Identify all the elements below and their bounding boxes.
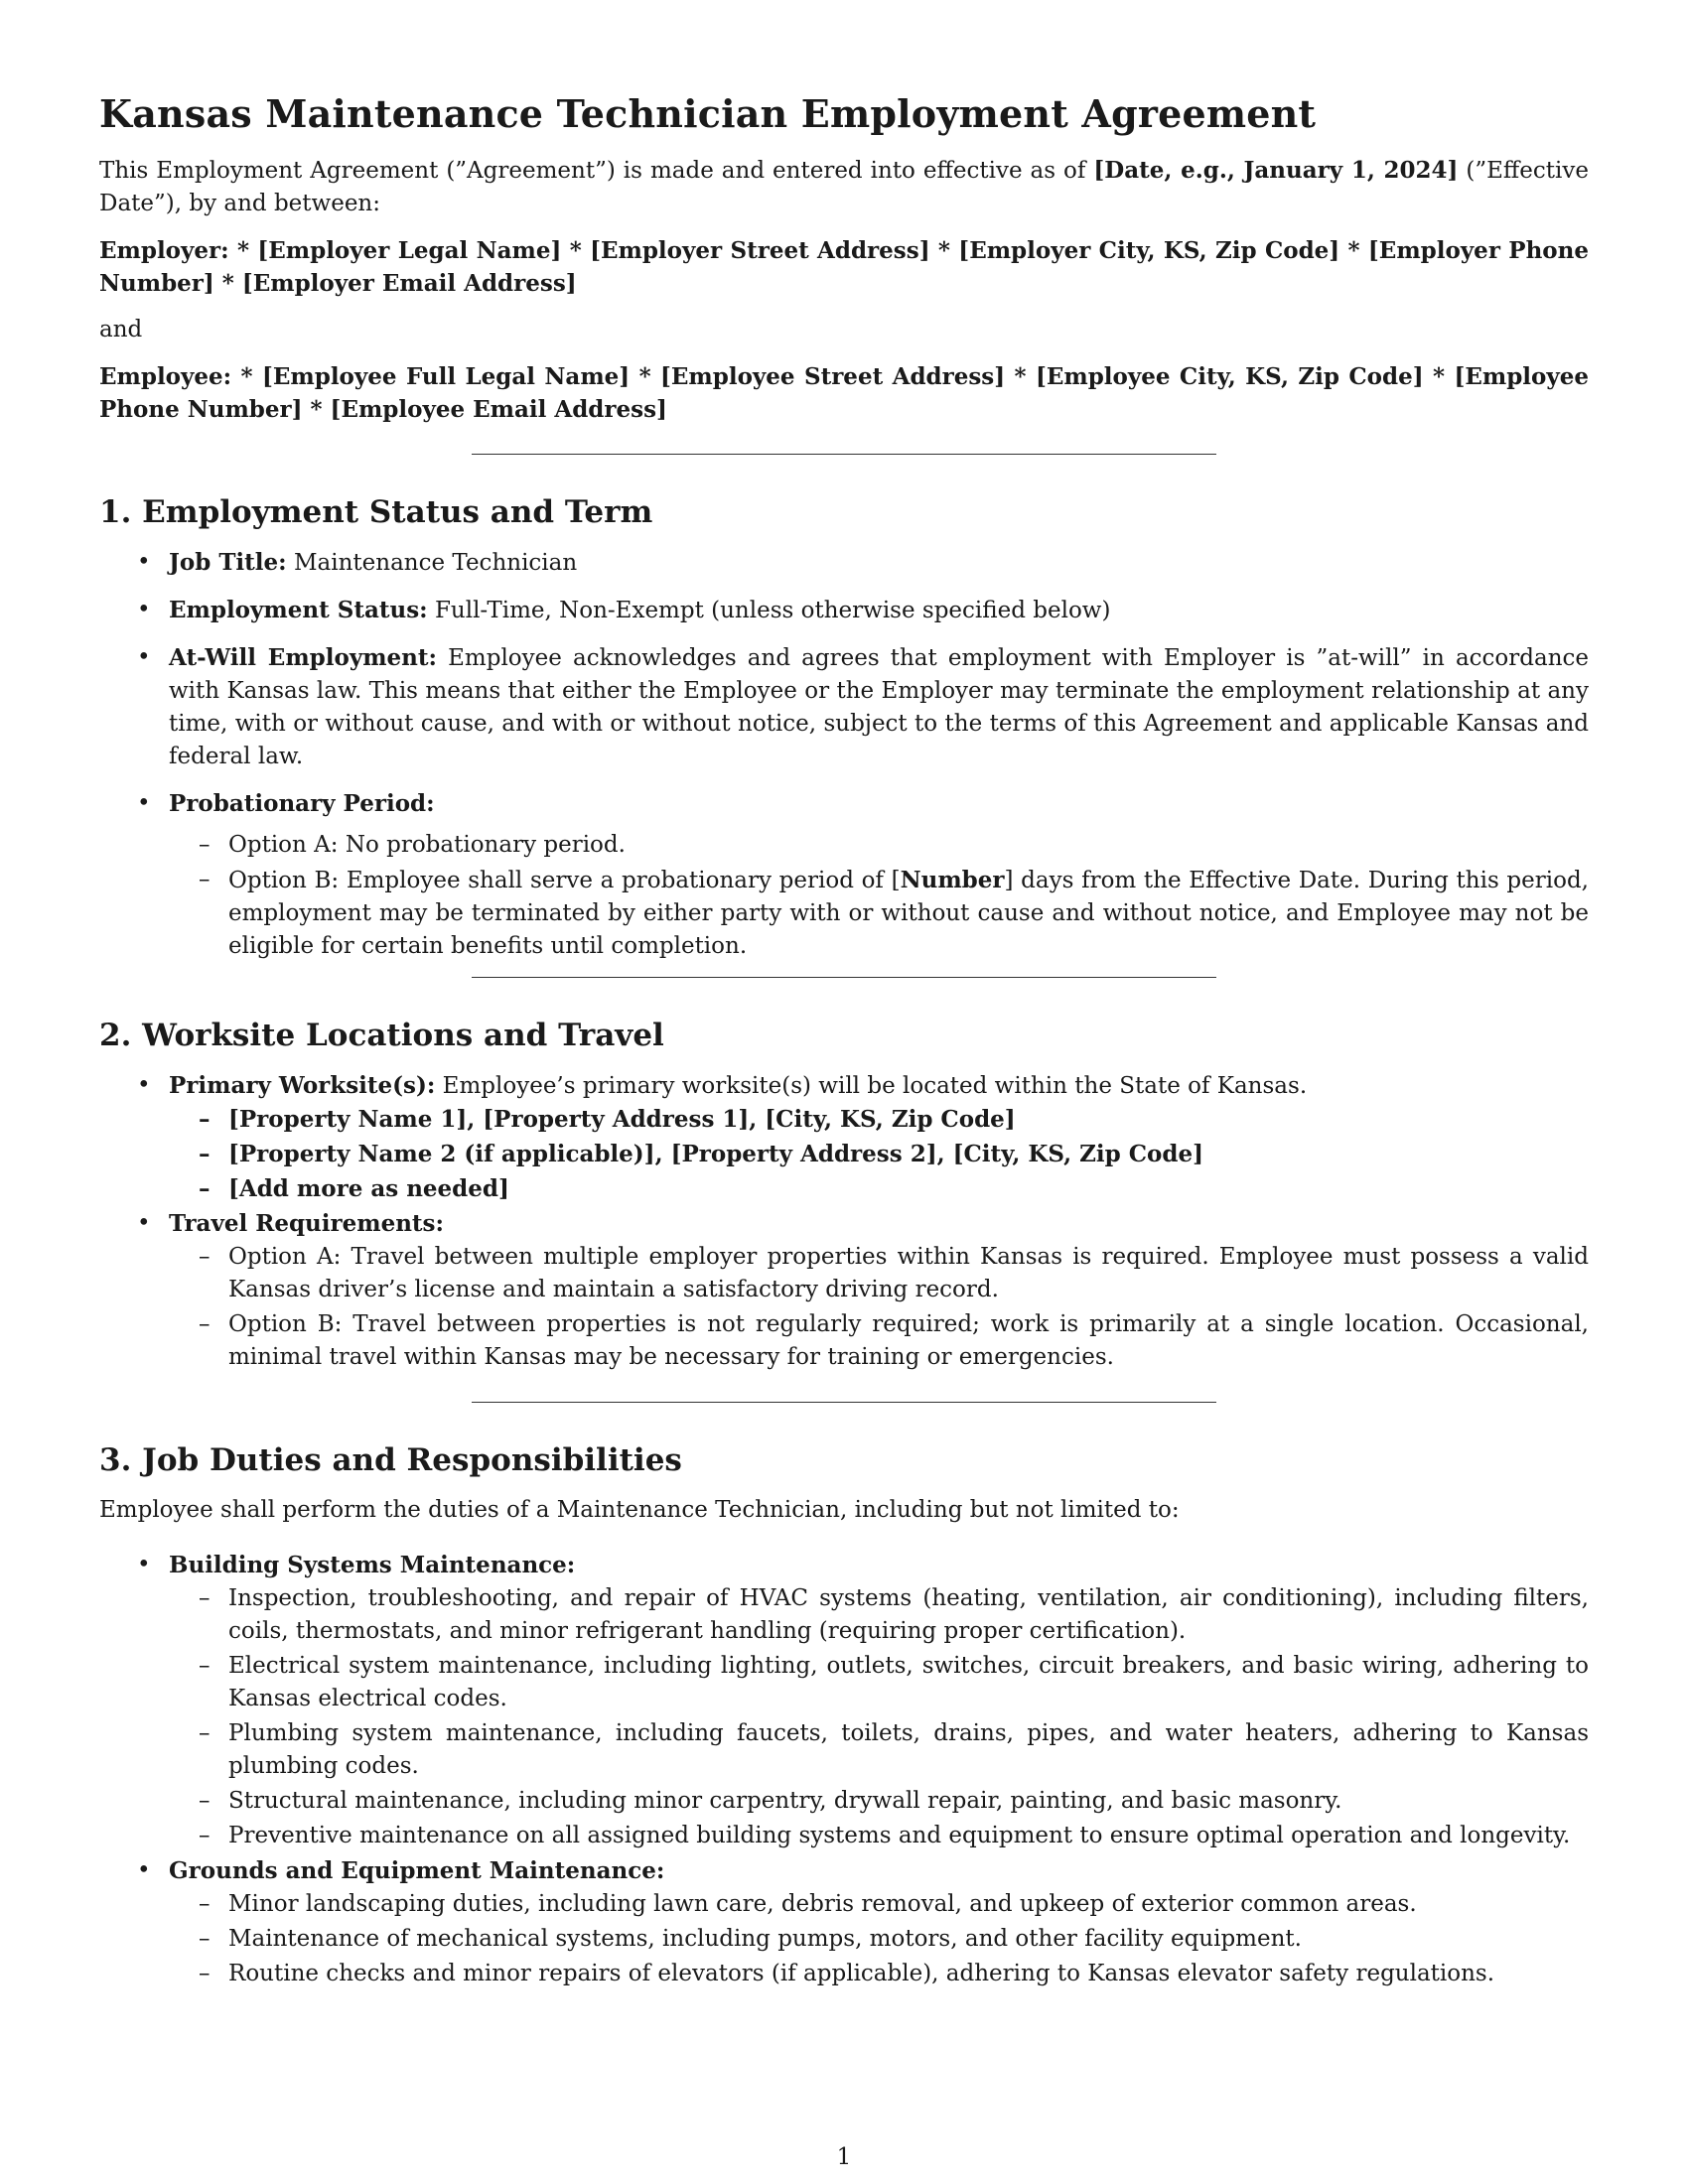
intro-text-end: (”Effective Date”), by and between: (99, 158, 1589, 216)
option-b-text: Option B: Employee shall serve a probationary period of [ (228, 868, 901, 893)
section-1-heading: 1. Employment Status and Term (99, 494, 653, 530)
intro-text: This Employment Agreement (”Agreement”) is made and entered into effective as of (99, 158, 1094, 184)
duty-item: – Minor landscaping duties, including lawn care, debris removal, and upkeep of exterior common areas. (169, 1888, 1589, 1921)
employee-block (99, 360, 1589, 426)
document-page (99, 79, 1589, 1992)
list-item (99, 1549, 1589, 1852)
job-title-value: Maintenance Technician (286, 550, 578, 576)
travel-option-b: – Option B: Travel between properties is not regularly required; work is primarily at a single location. Occasional, minimal travel within Kansas may be necessary for training or emergencies. (169, 1308, 1589, 1374)
status-label: Employment Status: (169, 597, 428, 623)
list-item (99, 546, 1589, 580)
travel-options (169, 1241, 1589, 1374)
atwill-text: Employee acknowledges and agrees that employment with Employer is ”at-will” in accordance with Kansas law. This means that either the Employee or the Employer may terminate the employment relationship at any time, with or without cause, and with or without notice, subject to the terms of this Agreement and applicable Kansas and federal law. (169, 645, 1589, 769)
atwill-label: At-Will Employment: (169, 644, 438, 671)
employer-label: Employer: (99, 237, 229, 264)
section-divider (472, 454, 1216, 455)
duty-item: – Structural maintenance, including minor carpentry, drywall repair, painting, and basic masonry. (169, 1785, 1589, 1818)
travel-label: Travel Requirements: (169, 1210, 444, 1237)
section-2-heading: 2. Worksite Locations and Travel (99, 1018, 664, 1053)
grounds-equipment-list (169, 1888, 1589, 1990)
section-divider (472, 977, 1216, 978)
document-title: Kansas Maintenance Technician Employment Agreement (99, 91, 1317, 136)
employee-details: * [Employee Full Legal Name] * [Employee Street Address] * [Employee City, KS, Zip Code] * [Employee Phone Number] * [Employee Email Address] (99, 363, 1589, 423)
worksite-item: – [Property Name 2 (if applicable)], [Property Address 2], [City, KS, Zip Code] (169, 1138, 1589, 1170)
duty-item: – Inspection, troubleshooting, and repair of HVAC systems (heating, ventilation, air conditioning), including filters, coils, thermostats, and minor refrigerant handling (requiring proper certification). (169, 1582, 1589, 1648)
list-item (99, 641, 1589, 773)
employee-label: Employee: (99, 363, 232, 390)
duty-item: – Routine checks and minor repairs of elevators (if applicable), adhering to Kansas elevator safety regulations. (169, 1958, 1589, 1990)
primary-worksite-text: Employee’s primary worksite(s) will be located within the State of Kansas. (435, 1073, 1308, 1099)
worksite-item: – [Property Name 1], [Property Address 1], [City, KS, Zip Code] (169, 1103, 1589, 1136)
option-a: – Option A: No probationary period. (169, 829, 1589, 862)
duty-item: – Plumbing system maintenance, including faucets, toilets, drains, pipes, and water heaters, adhering to Kansas plumbing codes. (169, 1717, 1589, 1783)
probation-options (169, 829, 1589, 963)
employer-block (99, 234, 1589, 300)
primary-worksite-label: Primary Worksite(s): (169, 1072, 436, 1099)
intro-paragraph (99, 154, 1589, 220)
job-title-label: Job Title: (169, 549, 287, 576)
page-number: 1 (836, 2144, 852, 2170)
section-3-intro: Employee shall perform the duties of a Maintenance Technician, including but not limited to: (99, 1497, 1180, 1523)
building-systems-label: Building Systems Maintenance: (169, 1552, 576, 1578)
duty-item: – Maintenance of mechanical systems, including pumps, motors, and other facility equipment. (169, 1923, 1589, 1956)
section-3-heading: 3. Job Duties and Responsibilities (99, 1442, 682, 1478)
list-item (99, 1069, 1589, 1205)
option-b (169, 864, 1589, 963)
section-1-list (99, 546, 1589, 963)
section-3-list (99, 1549, 1589, 1990)
effective-date-placeholder: [Date, e.g., January 1, 2024] (1093, 157, 1459, 184)
duty-item: – Preventive maintenance on all assigned building systems and equipment to ensure optimal operation and longevity. (169, 1820, 1589, 1852)
travel-option-a: – Option A: Travel between multiple employer properties within Kansas is required. Employee must possess a valid Kansas driver’s license and maintain a satisfactory driving record. (169, 1241, 1589, 1306)
number-placeholder: Number (900, 867, 1005, 893)
worksite-list (169, 1103, 1589, 1205)
probation-label: Probationary Period: (169, 790, 435, 817)
section-2-list (99, 1069, 1589, 1374)
list-item (99, 1207, 1589, 1374)
worksite-item: – [Add more as needed] (169, 1172, 1589, 1205)
list-item (99, 787, 1589, 963)
option-b-text-end: ] days from the Effective Date. During this period, employment may be terminated by either party with or without cause and without notice, and Employee may not be eligible for certain benefits until completion. (228, 868, 1589, 959)
duty-item: – Electrical system maintenance, including lighting, outlets, switches, circuit breakers, and basic wiring, adhering to Kansas electrical codes. (169, 1650, 1589, 1715)
status-value: Full-Time, Non-Exempt (unless otherwise specified below) (427, 598, 1111, 623)
grounds-equipment-label: Grounds and Equipment Maintenance: (169, 1857, 665, 1884)
and-text: and (99, 317, 143, 342)
employer-details: * [Employer Legal Name] * [Employer Street Address] * [Employer City, KS, Zip Code] * [Employer Phone Number] * [Employer Email Address] (99, 237, 1589, 297)
building-systems-list (169, 1582, 1589, 1852)
list-item (99, 1854, 1589, 1990)
section-divider (472, 1402, 1216, 1403)
list-item (99, 594, 1589, 627)
